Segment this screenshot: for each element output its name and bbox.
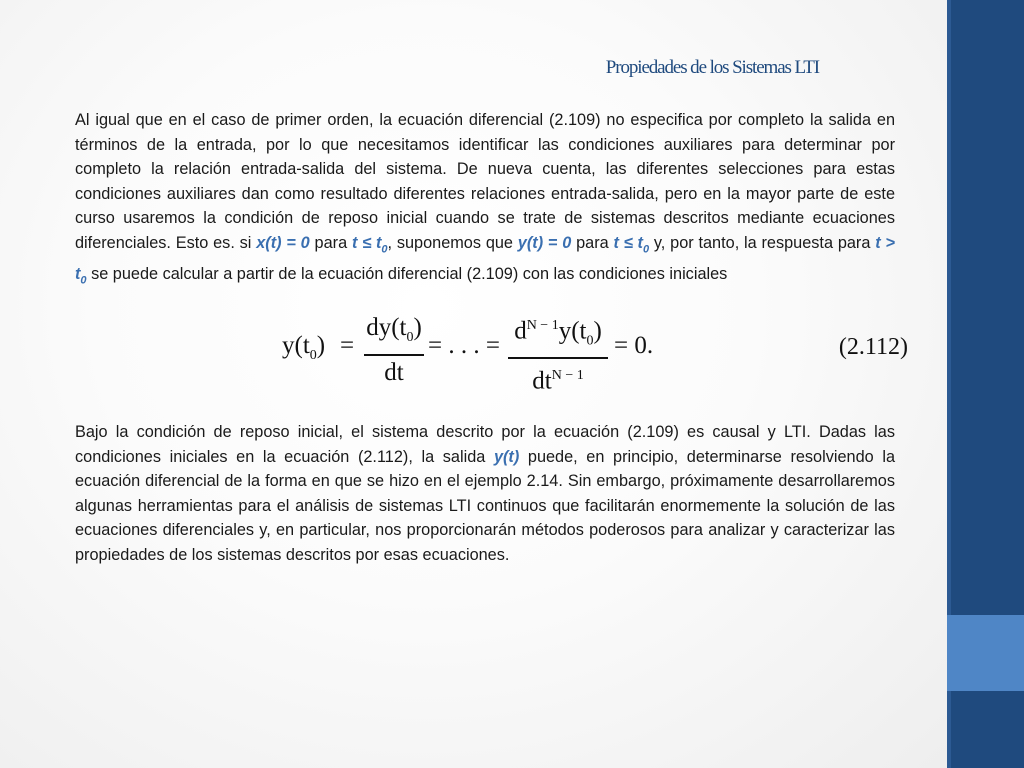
eq-text: ) bbox=[593, 317, 602, 345]
decorative-sidebar bbox=[947, 0, 1024, 768]
text-segment: y, por tanto, la respuesta para bbox=[649, 233, 876, 252]
fraction-numerator bbox=[364, 314, 424, 352]
fraction-denominator bbox=[508, 362, 608, 395]
highlight-t-le-t0-2 bbox=[613, 233, 650, 256]
eq-subscript: 0 bbox=[586, 333, 594, 349]
highlight-t-le-t0 bbox=[351, 233, 388, 256]
fraction-numerator bbox=[508, 312, 608, 355]
highlight-x-zero: x(t) = 0 bbox=[256, 233, 310, 252]
subscript: 0 bbox=[381, 243, 388, 256]
subscript: 0 bbox=[80, 274, 87, 287]
eq-text: dt bbox=[532, 367, 552, 395]
highlight-text: t > t bbox=[75, 233, 895, 283]
text-segment: para bbox=[571, 233, 614, 252]
eq-superscript: N − 1 bbox=[526, 318, 559, 333]
fraction-bar bbox=[508, 357, 608, 359]
fraction-higher-derivative bbox=[508, 312, 608, 396]
fraction-bar bbox=[364, 354, 424, 356]
fraction-dy-dt bbox=[364, 314, 424, 387]
eq-text: dy(t bbox=[366, 314, 407, 341]
subscript: 0 bbox=[642, 243, 650, 256]
text-segment: se puede calcular a partir de la ecuación diferencial (2.109) con las condiciones iniciales bbox=[86, 264, 728, 283]
text-segment: Al igual que en el caso de primer orden, la ecuación diferencial (2.109) no especifica por completo la salida en términos de la entrada, por lo que necesitamos identificar las condiciones auxiliares para determinar por completo la relación entrada-salida del sistema. De nueva cuenta, las diferentes selecciones para estas condiciones auxiliares dan como resultado diferentes relaciones entrada-salida, pero en la mayor parte de este curso usaremos la condición de reposo inicial cuando se trate de sistemas descritos mediante ecuaciones diferenciales. Esto es. si bbox=[75, 111, 895, 252]
eq-text: y(t bbox=[558, 317, 587, 345]
slide-title: Propiedades de los Sistemas LTI bbox=[605, 57, 819, 78]
equation-lhs bbox=[282, 332, 325, 364]
sidebar-accent-block bbox=[947, 615, 1024, 691]
eq-subscript: 0 bbox=[309, 348, 317, 363]
text-segment: Bajo la condición de reposo inicial, el sistema descrito por la ecuación (2.109) es causal y LTI. Dadas las condiciones iniciales en la ecuación (2.112), la salida bbox=[75, 423, 895, 466]
highlight-y-zero: y(t) = 0 bbox=[517, 233, 572, 252]
equation-2-112 bbox=[282, 312, 908, 395]
text-segment: puede, en principio, determinarse resolviendo la ecuación diferencial de la forma en que se hizo en el ejemplo 2.14. Sin embargo, próximamente desarrollaremos algunas herramientas para el análisis de sistemas LTI continuos que facilitarán enormemente la solución de las ecuaciones diferenciales y, en particular, nos proporcionarán métodos poderosos para analizar y caracterizar las propiedades de los sistemas descritos por esas ecuaciones. bbox=[75, 447, 896, 564]
eq-text: ) bbox=[316, 332, 326, 359]
text-segment: para bbox=[309, 233, 352, 252]
highlight-text: t ≤ t bbox=[351, 233, 382, 252]
equals-ellipsis: = . . . = bbox=[428, 332, 500, 359]
eq-superscript: N − 1 bbox=[551, 368, 584, 384]
equals-zero: = 0. bbox=[614, 332, 654, 359]
highlight-text: t ≤ t bbox=[613, 233, 643, 252]
eq-text: y(t bbox=[282, 332, 310, 359]
paragraph-intro bbox=[75, 108, 895, 293]
highlight-y-t: y(t) bbox=[493, 447, 520, 466]
fraction-denominator: dt bbox=[384, 359, 404, 386]
eq-text: ) bbox=[413, 314, 422, 341]
equals-sign: = bbox=[340, 332, 355, 359]
eq-text: d bbox=[514, 317, 527, 345]
eq-subscript: 0 bbox=[406, 330, 414, 345]
equation-number: (2.112) bbox=[838, 334, 908, 360]
paragraph-conclusion bbox=[75, 420, 895, 568]
text-segment: , suponemos que bbox=[387, 233, 518, 252]
